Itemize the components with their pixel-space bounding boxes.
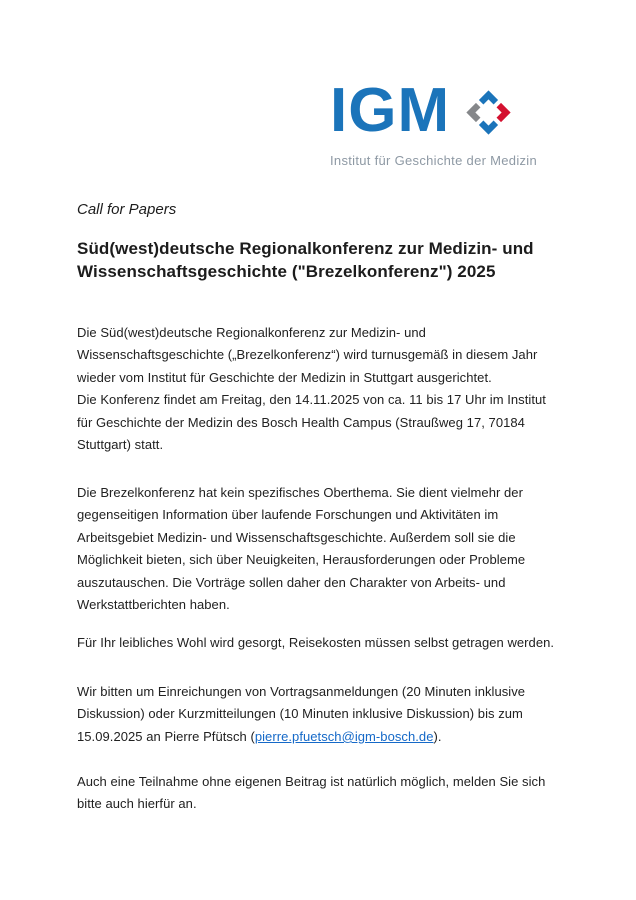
paragraph-attendance xyxy=(77,771,545,816)
paragraph-intro xyxy=(77,322,546,456)
text-line: bitte auch hierfür an. xyxy=(77,796,197,812)
text-line: Arbeitsgebiet Medizin- und Wissenschaftsgeschichte. Außerdem soll sie die xyxy=(77,529,516,545)
text-line: für Geschichte der Medizin des Bosch Health Campus (Straußweg 17, 70184 xyxy=(77,414,525,430)
text-line: Auch eine Teilnahme ohne eigenen Beitrag ist natürlich möglich, melden Sie sich xyxy=(77,774,546,789)
igm-logo xyxy=(330,76,538,168)
paragraph-catering xyxy=(77,632,554,654)
text-line: Die Süd(west)deutsche Regionalkonferenz zur Medizin- und xyxy=(77,325,426,340)
contact-suffix: ). xyxy=(433,728,442,744)
text-line: Die Konferenz findet am Freitag, den 14.11.2025 von ca. 11 bis 17 Uhr im Institut xyxy=(77,392,546,408)
paragraph-theme xyxy=(77,482,525,616)
text-line: Diskussion) oder Kurzmitteilungen (10 Minuten inklusive Diskussion) bis zum xyxy=(77,706,523,722)
text-line: Für Ihr leibliches Wohl wird gesorgt, Reisekosten müssen selbst getragen werden. xyxy=(77,635,555,650)
logo-tagline: Institut für Geschichte der Medizin xyxy=(330,153,538,168)
diamond-chevrons-icon xyxy=(465,87,512,136)
text-line: Wissenschaftsgeschichte („Brezelkonferenz“) wird turnusgemäß in diesem Jahr xyxy=(77,347,538,363)
igm-wordmark: IGM xyxy=(330,76,451,145)
contact-prefix: 15.09.2025 an Pierre Pfütsch ( xyxy=(77,728,255,744)
text-line: Stuttgart) statt. xyxy=(77,437,164,453)
text-line: Die Brezelkonferenz hat kein spezifisches Oberthema. Sie dient vielmehr der xyxy=(77,485,523,500)
text-line: wieder vom Institut für Geschichte der Medizin in Stuttgart ausgerichtet. xyxy=(77,369,492,385)
text-line: Wir bitten um Einreichungen von Vortragsanmeldungen (20 Minuten inklusive xyxy=(77,684,526,699)
text-line: gegenseitigen Information über laufende Forschungen und Aktivitäten im xyxy=(77,507,499,523)
text-line-with-link xyxy=(77,726,525,748)
text-line: Möglichkeit bieten, sich über Neuigkeiten, Herausforderungen oder Probleme xyxy=(77,552,526,568)
text-line: auszutauschen. Die Vorträge sollen daher den Charakter von Arbeits- und xyxy=(77,574,506,590)
title-line: Süd(west)deutsche Regionalkonferenz zur Medizin- und xyxy=(77,239,534,258)
email-link[interactable]: pierre.pfuetsch@igm-bosch.de xyxy=(254,728,434,744)
page-title xyxy=(77,237,534,283)
title-line: Wissenschaftsgeschichte ("Brezelkonferenz") 2025 xyxy=(77,262,496,281)
logo-row xyxy=(330,76,537,145)
text-line: Werkstattberichten haben. xyxy=(77,597,230,613)
paragraph-submission xyxy=(77,681,525,748)
kicker-call-for-papers: Call for Papers xyxy=(77,201,177,218)
